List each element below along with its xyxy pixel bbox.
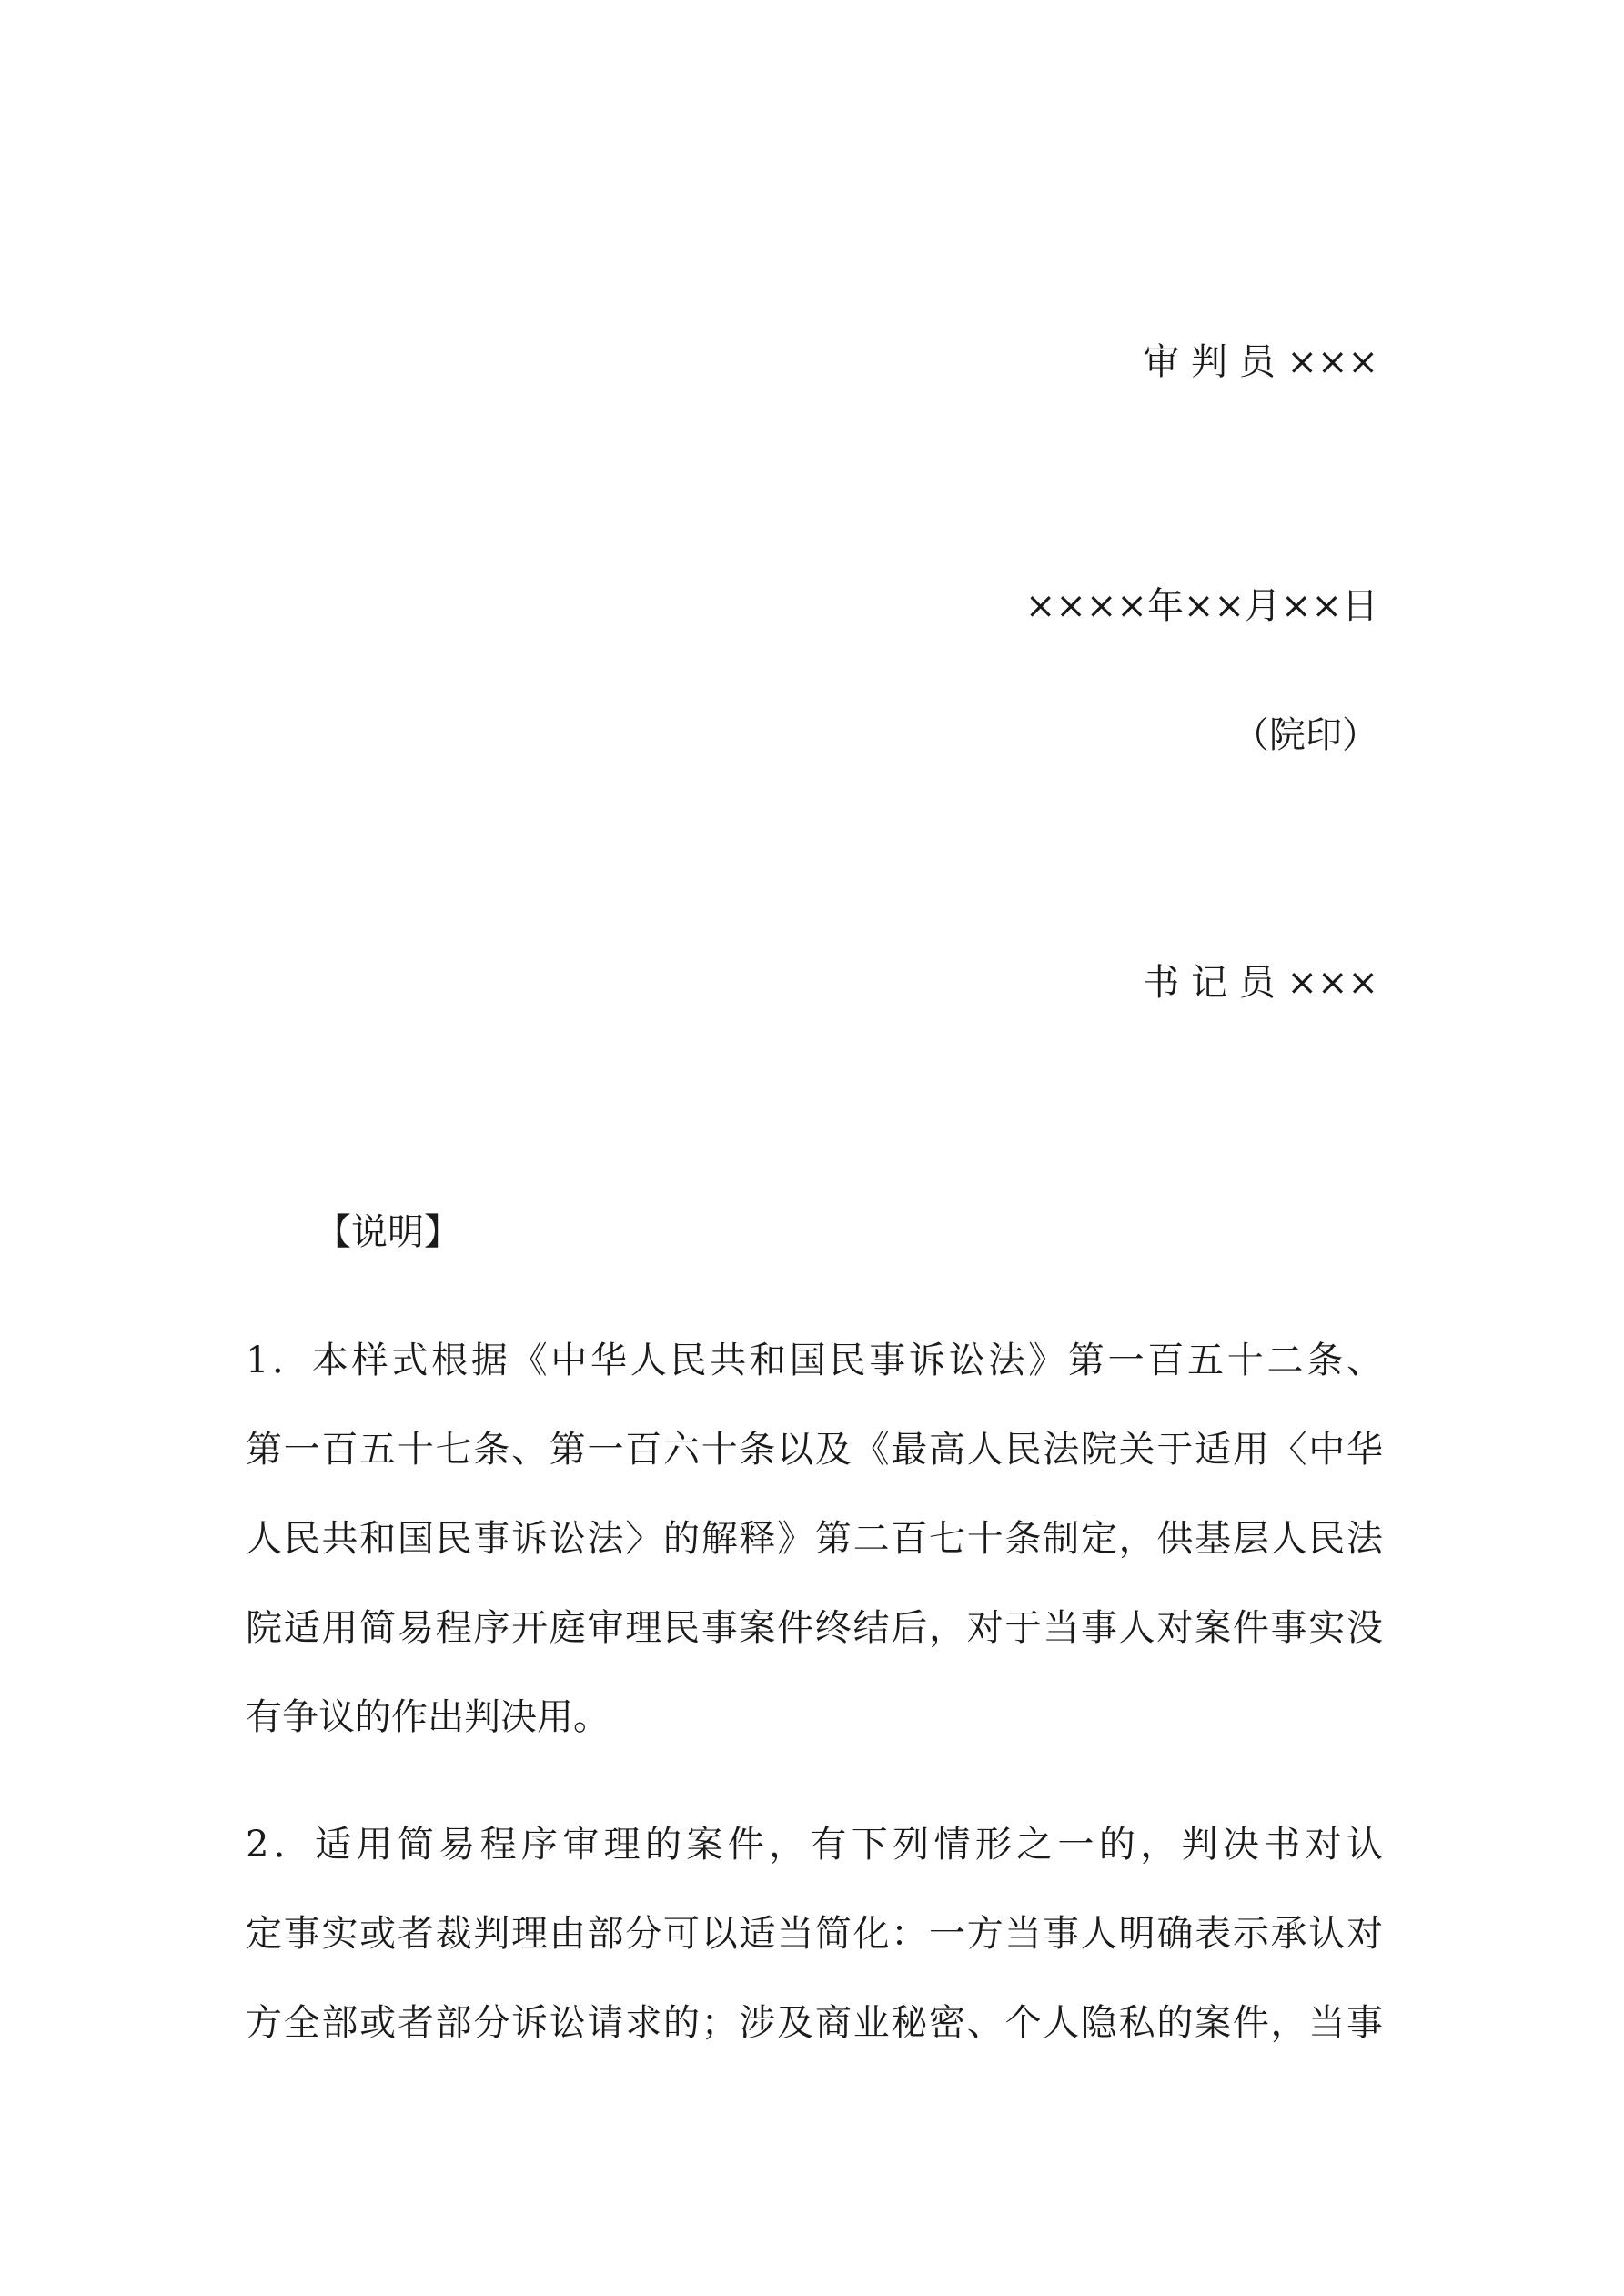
note-paragraph-2 xyxy=(246,1800,1383,2068)
paragraph-line: 2．适用简易程序审理的案件，有下列情形之一的，判决书对认 xyxy=(246,1824,1383,1866)
court-seal-placeholder: （院印） xyxy=(1233,714,1378,756)
clerk-signature-line: 书 记 员 ××× xyxy=(1143,962,1378,1004)
paragraph-line: 1．本样式根据《中华人民共和国民事诉讼法》第一百五十二条、 xyxy=(246,1340,1383,1381)
paragraph-line: 方全部或者部分诉讼请求的；涉及商业秘密、个人隐私的案件，当事 xyxy=(246,2002,1383,2044)
notes-heading: 【说明】 xyxy=(315,1211,460,1253)
paragraph-line: 有争议的作出判决用。 xyxy=(246,1696,610,1738)
paragraph-line: 第一百五十七条、第一百六十条以及《最高人民法院关于适用〈中华 xyxy=(246,1429,1383,1471)
judge-signature-line: 审 判 员 ××× xyxy=(1143,341,1378,383)
paragraph-line: 定事实或者裁判理由部分可以适当简化：一方当事人明确表示承认对 xyxy=(246,1913,1383,1955)
paragraph-line: 人民共和国民事诉讼法〉的解释》第二百七十条制定，供基层人民法 xyxy=(246,1518,1383,1560)
paragraph-line: 院适用简易程序开庭审理民事案件终结后，对于当事人对案件事实没 xyxy=(246,1607,1383,1649)
judgment-date: ××××年××月××日 xyxy=(1024,585,1378,627)
note-paragraph-1 xyxy=(246,1316,1383,1762)
